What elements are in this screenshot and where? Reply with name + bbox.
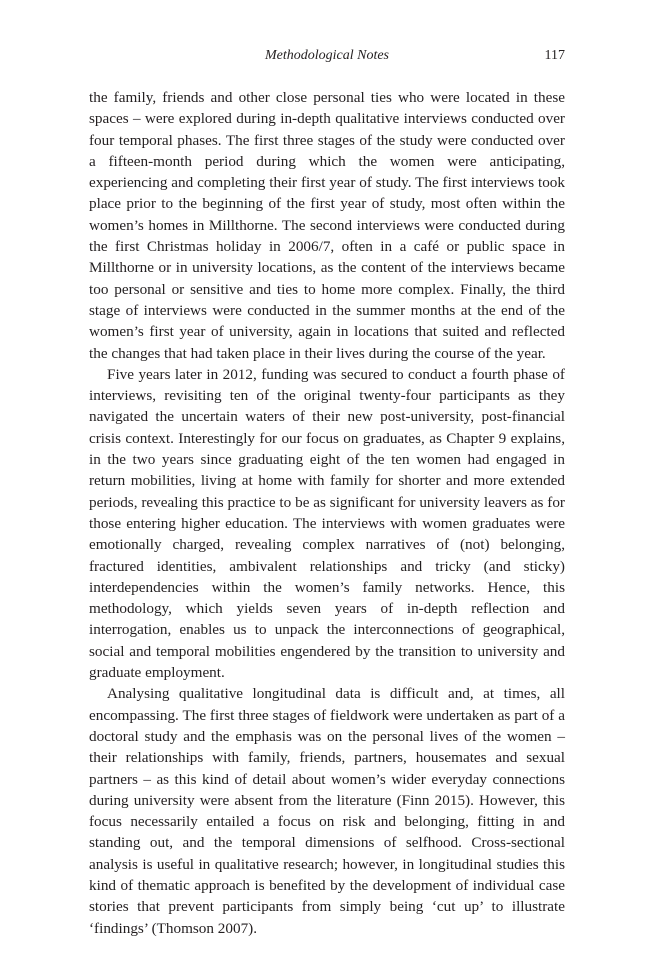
running-head [89,46,565,66]
running-title: Methodological Notes [264,48,390,63]
paragraph-1: the family, friends and other close personal ties who were located in these spaces – were explored during in-depth qualitative interviews conducted over four temporal phases. The first three stages of the study were conducted over a fifteen-month period during which the women were anticipating, experiencing and completing their first year of study. The first interviews took place prior to the beginning of the first year of study, most often within the women’s homes in Millthorne. The second interviews were conducted during the first Christmas holiday in 2006/7, often in a café or public space in Millthorne or in university locations, as the content of the interviews became too personal or sensitive and ties to home more complex. Finally, the third stage of interviews were conducted in the summer months at the end of the women’s first year of university, again in locations that suited and reflected the changes that had taken place in their lives during the course of the year. [89,89,565,362]
body-text [89,87,565,939]
paragraph-2: Five years later in 2012, funding was secured to conduct a fourth phase of interviews, revisiting ten of the original twenty-four participants as they navigated the uncertain waters of their new post-university, post-financial crisis context. Interestingly for our focus on graduates, as Chapter 9 explains, in the two years since graduating eight of the ten women had engaged in return mobilities, living at home with family for shorter and more extended periods, revealing this practice to be as significant for university leavers as for those entering higher education. The interviews with women graduates were emotionally charged, revealing complex narratives of (not) belonging, fractured identities, ambivalent relationships and tricky (and sticky) interdependencies within the women’s family networks. Hence, this methodology, which yields seven years of in-depth reflection and interrogation, enables us to unpack the interconnections of geographical, social and temporal mobilities engendered by the transition to university and graduate employment. [89,365,565,682]
page-number: 117 [544,48,565,63]
paragraph-3: Analysing qualitative longitudinal data is difficult and, at times, all encompassing. The first three stages of fieldwork were undertaken as part of a doctoral study and the emphasis was on the personal lives of the women – their relationships with family, friends, partners, housemates and sexual partners – as this kind of detail about women’s wider everyday connections during university were absent from the literature (Finn 2015). However, this focus necessarily entailed a focus on risk and belonging, fitting in and standing out, and the temporal dimensions of selfhood. Cross-sectional analysis is useful in qualitative research; however, in longitudinal studies this kind of thematic approach is benefited by the development of individual case stories that prevent participants from simply being ‘cut up’ to illustrate ‘findings’ (Thomson 2007). [89,685,565,937]
